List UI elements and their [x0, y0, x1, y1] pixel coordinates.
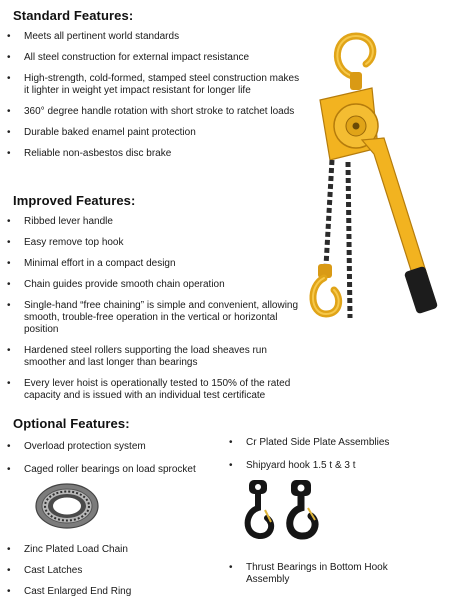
list-item: • Durable baked enamel paint protection	[0, 127, 300, 139]
list-item: • Zinc Plated Load Chain	[0, 544, 220, 556]
list-item: • Cast Latches	[0, 565, 220, 577]
list-item: • Thrust Bearings in Bottom Hook Assembly	[222, 562, 422, 586]
roller-bearing-image	[34, 482, 100, 530]
optional-features-heading: Optional Features:	[13, 416, 130, 431]
improved-features-heading: Improved Features:	[13, 193, 136, 208]
optional-right-top-list	[222, 437, 447, 472]
optional-right-bottom-list	[222, 562, 422, 586]
list-item: • Cast Enlarged End Ring	[0, 586, 220, 598]
standard-features-list	[0, 31, 300, 160]
list-item: • Cr Plated Side Plate Assemblies	[222, 437, 447, 449]
list-item: • Overload protection system	[0, 441, 220, 453]
shipyard-hook-image	[237, 478, 327, 540]
list-item: • Hardened steel rollers supporting the load sheaves run smoother and last longer than bearings	[0, 345, 300, 369]
list-item: • Meets all pertinent world standards	[0, 31, 300, 43]
list-item: • Easy remove top hook	[0, 237, 300, 249]
standard-features-heading: Standard Features:	[13, 8, 134, 23]
list-item: • Reliable non-asbestos disc brake	[0, 148, 300, 160]
list-item: • Minimal effort in a compact design	[0, 258, 300, 270]
list-item: • Caged roller bearings on load sprocket	[0, 464, 220, 476]
optional-left-bottom-list	[0, 544, 220, 598]
improved-features-list	[0, 216, 300, 402]
list-item: • Single-hand “free chaining” is simple and convenient, allowing smooth, trouble-free operation in the vertical or horizontal position	[0, 300, 300, 336]
list-item: • 360° degree handle rotation with short stroke to ratchet loads	[0, 106, 300, 118]
list-item: • Every lever hoist is operationally tested to 150% of the rated capacity and is issued with an individual test certificate	[0, 378, 300, 402]
list-item: • Ribbed lever handle	[0, 216, 300, 228]
lever-hoist-image	[300, 28, 445, 328]
optional-left-top-list	[0, 441, 220, 476]
list-item: • High-strength, cold-formed, stamped steel construction makes it lighter in weight yet impact resistant for longer life	[0, 73, 300, 97]
list-item: • Chain guides provide smooth chain operation	[0, 279, 300, 291]
list-item: • Shipyard hook 1.5 t & 3 t	[222, 460, 447, 472]
list-item: • All steel construction for external impact resistance	[0, 52, 300, 64]
